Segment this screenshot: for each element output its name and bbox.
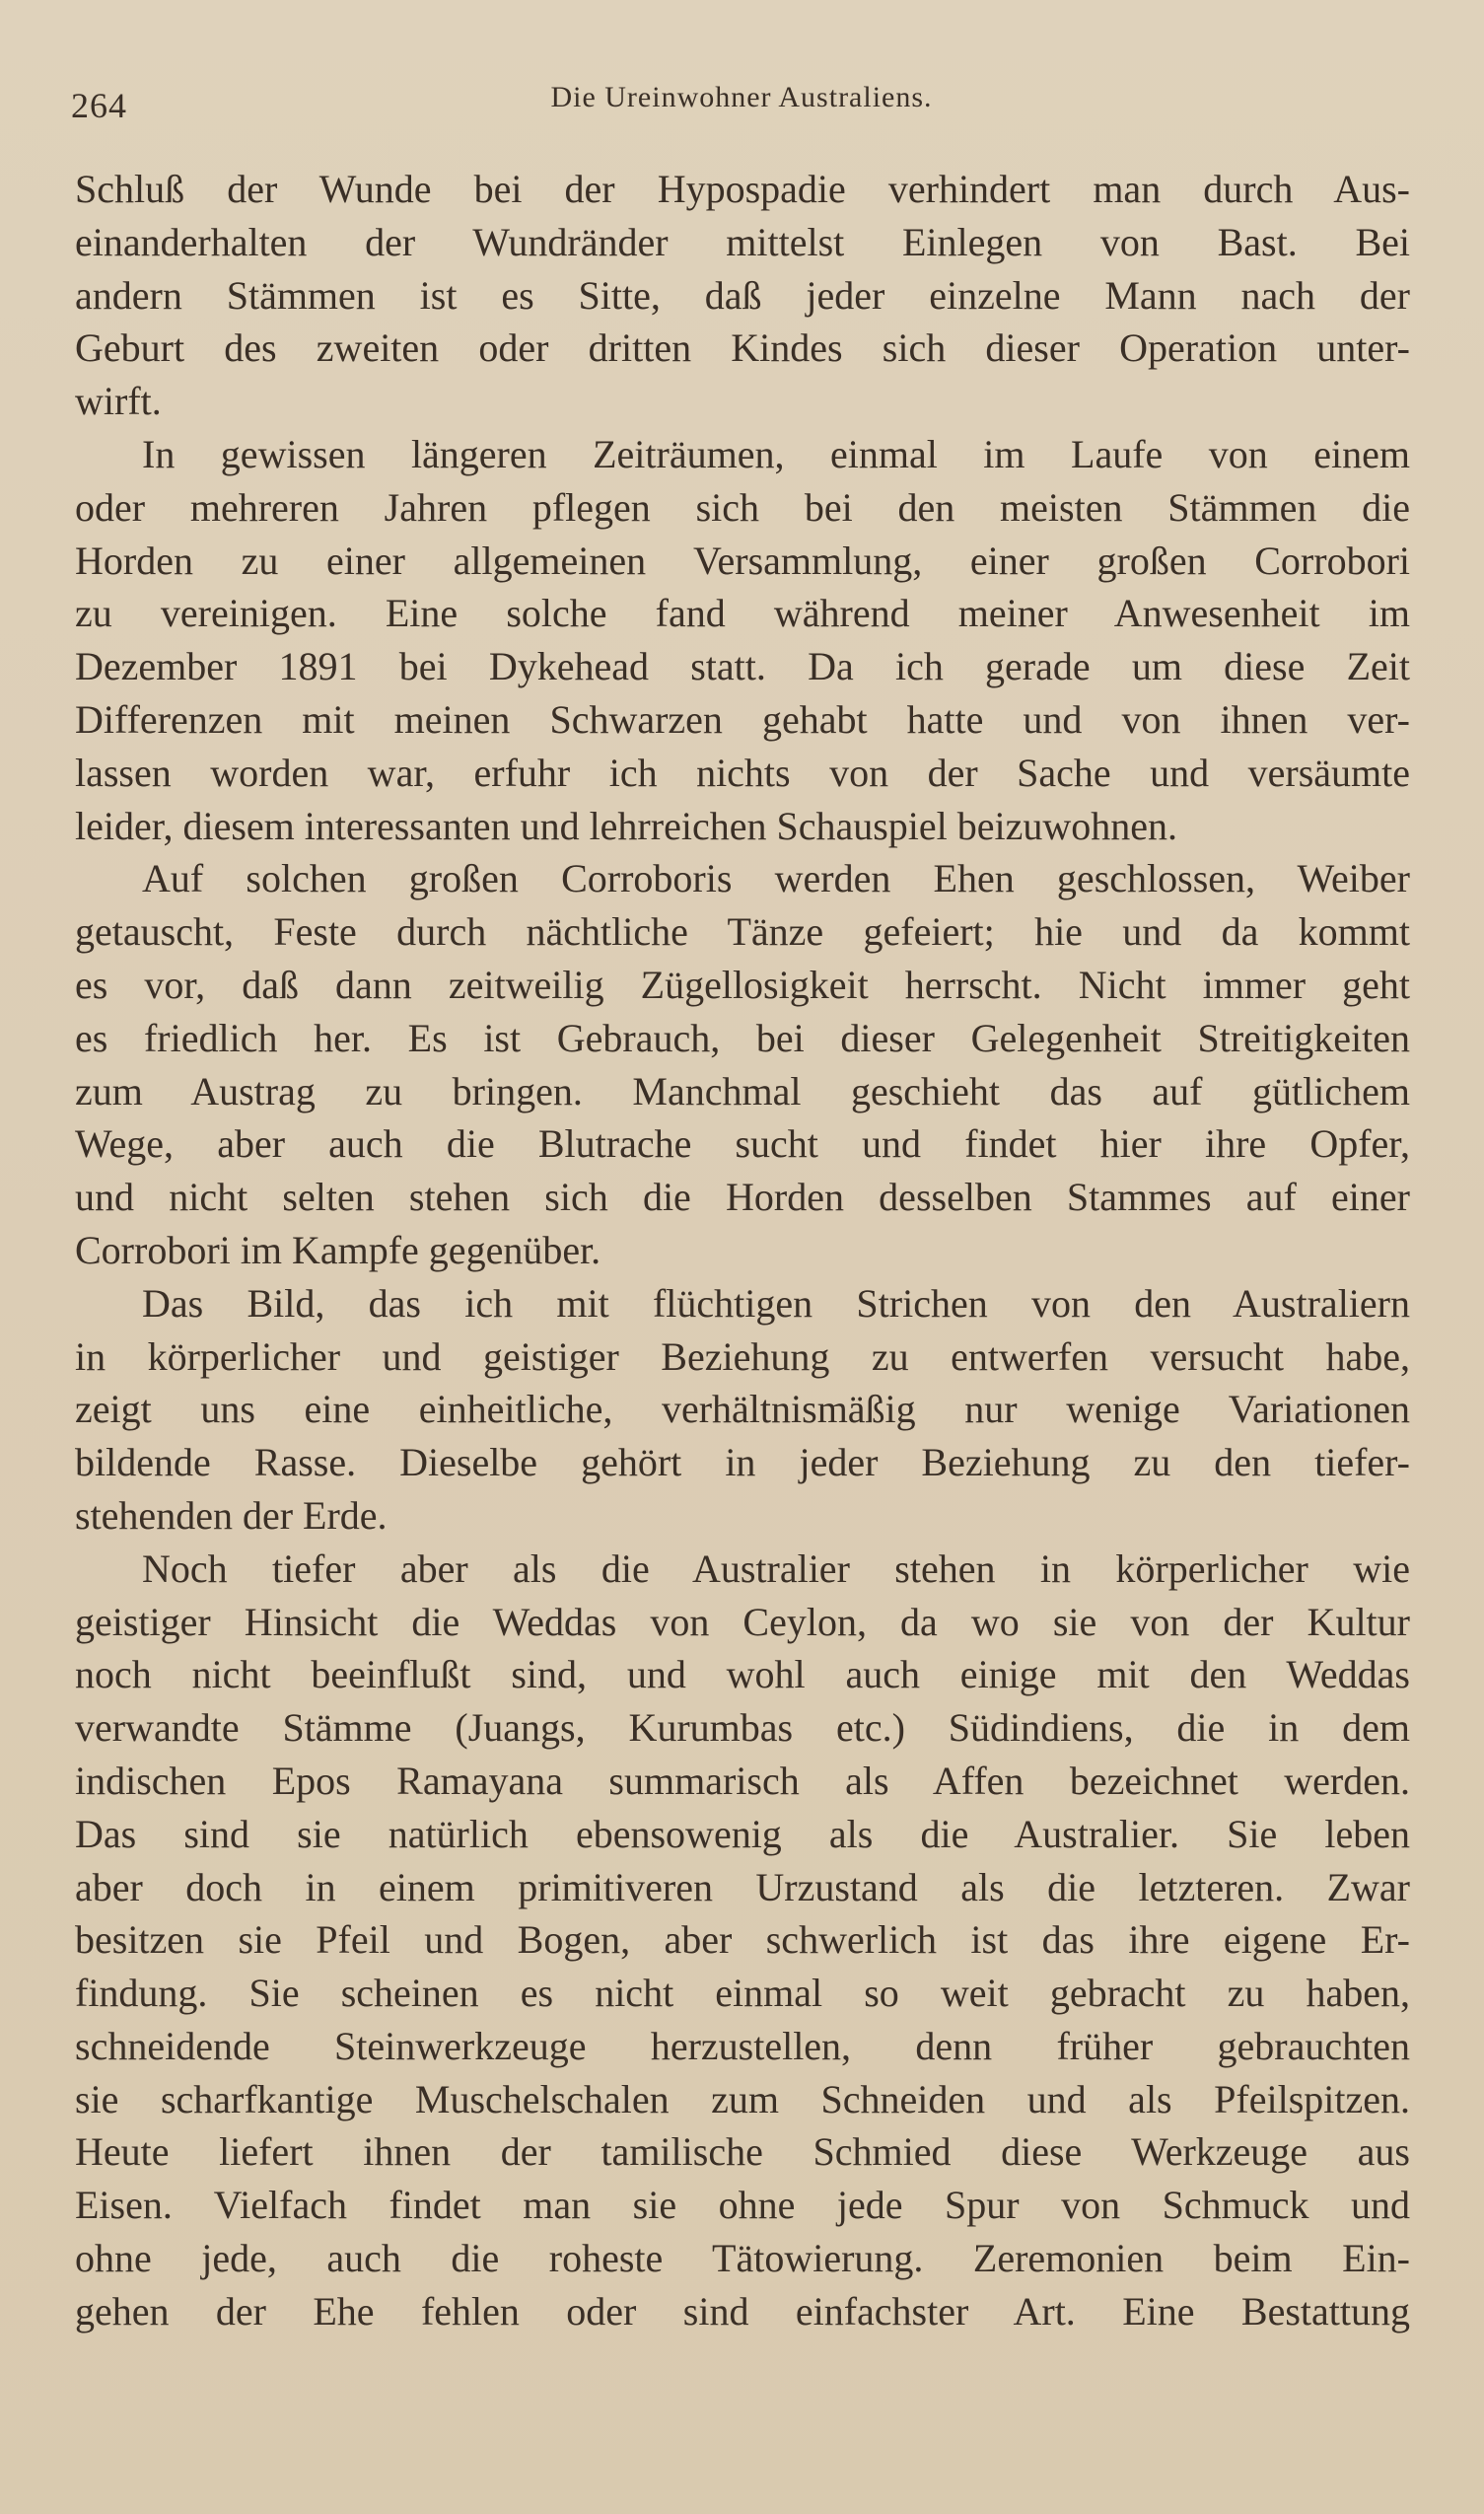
text-line: Noch tiefer aber als die Australier stehen in körperlicher wie	[142, 1545, 1410, 1591]
text-line: Differenzen mit meinen Schwarzen gehabt hatte und von ihnen ver-	[75, 696, 1410, 742]
text-line: Heute liefert ihnen der tamilische Schmied diese Werkzeuge aus	[75, 2129, 1410, 2175]
text-line: Schluß der Wunde bei der Hypospadie verhindert man durch Aus-	[75, 167, 1410, 211]
text-line: Wege, aber auch die Blutrache sucht und findet hier ihre Opfer,	[75, 1121, 1410, 1167]
text-line: Das sind sie natürlich ebensowenig als die Australier. Sie leben	[75, 1811, 1410, 1856]
text-line: oder mehreren Jahren pflegen sich bei den meisten Stämmen die	[75, 484, 1410, 530]
text-line: getauscht, Feste durch nächtliche Tänze gefeiert; hie und da kommt	[75, 909, 1410, 955]
text-line: Eisen. Vielfach findet man sie ohne jede Spur von Schmuck und	[75, 2183, 1410, 2228]
text-line: stehenden der Erde.	[75, 1492, 388, 1538]
page-header	[71, 77, 1412, 126]
text-line: ohne jede, auch die roheste Tätowierung. Zeremonien beim Ein-	[75, 2236, 1410, 2281]
text-line: indischen Epos Ramayana summarisch als Affen bezeichnet werden.	[75, 1758, 1410, 1803]
body-text	[75, 163, 1410, 2338]
text-line: bildende Rasse. Dieselbe gehört in jeder Beziehung zu den tiefer-	[75, 1440, 1410, 1485]
text-line: andern Stämmen ist es Sitte, daß jeder einzelne Mann nach der	[75, 272, 1410, 318]
text-line: gehen der Ehe fehlen oder sind einfachster Art. Eine Bestattung	[75, 2288, 1410, 2334]
text-line: in körperlicher und geistiger Beziehung zu entwerfen versucht habe,	[75, 1333, 1410, 1379]
text-line: findung. Sie scheinen es nicht einmal so weit gebracht zu haben,	[75, 1971, 1410, 2016]
running-title: Die Ureinwohner Australiens.	[550, 81, 933, 113]
text-line: geistiger Hinsicht die Weddas von Ceylon, da wo sie von der Kultur	[75, 1599, 1410, 1644]
text-line: schneidende Steinwerkzeuge herzustellen, denn früher gebrauchten	[75, 2023, 1410, 2068]
text-line: es vor, daß dann zeitweilig Zügellosigkeit herrscht. Nicht immer geht	[75, 962, 1410, 1007]
text-line: zum Austrag zu bringen. Manchmal geschieht das auf gütlichem	[75, 1068, 1410, 1113]
text-line: wirft.	[75, 379, 162, 424]
text-line: Dezember 1891 bei Dykehead statt. Da ich gerade um diese Zeit	[75, 644, 1410, 689]
paragraph	[75, 1277, 1410, 1543]
text-line: verwandte Stämme (Juangs, Kurumbas etc.) Südindiens, die in dem	[75, 1705, 1410, 1751]
text-line: sie scharfkantige Muschelschalen zum Schneiden und als Pfeilspitzen.	[75, 2076, 1410, 2121]
text-line: Corrobori im Kampfe gegenüber.	[75, 1227, 601, 1272]
text-line: Auf solchen großen Corroboris werden Ehen geschlossen, Weiber	[142, 856, 1410, 901]
text-line: und nicht selten stehen sich die Horden desselben Stammes auf einer	[75, 1175, 1410, 1220]
text-line: Geburt des zweiten oder dritten Kindes sich dieser Operation unter-	[75, 325, 1410, 371]
text-line: In gewissen längeren Zeiträumen, einmal im Laufe von einem	[142, 431, 1410, 476]
paragraph	[75, 852, 1410, 1276]
text-line: noch nicht beeinflußt sind, und wohl auch einige mit den Weddas	[75, 1652, 1410, 1697]
text-line: Horden zu einer allgemeinen Versammlung, einer großen Corrobori	[75, 538, 1410, 583]
text-line: zu vereinigen. Eine solche fand während meiner Anwesenheit im	[75, 591, 1410, 636]
text-line: Das Bild, das ich mit flüchtigen Strichen von den Australiern	[142, 1280, 1410, 1326]
paragraph	[75, 163, 1410, 428]
text-line: lassen worden war, erfuhr ich nichts von der Sache und versäumte	[75, 750, 1410, 795]
text-line: zeigt uns eine einheitliche, verhältnismäßig nur wenige Variationen	[75, 1387, 1410, 1432]
text-line: aber doch in einem primitiveren Urzustand als die letzteren. Zwar	[75, 1864, 1410, 1909]
text-line: leider, diesem interessanten und lehrreichen Schauspiel beizuwohnen.	[75, 803, 1178, 848]
paragraph	[75, 1543, 1410, 2338]
page-number: 264	[71, 86, 127, 125]
text-line: besitzen sie Pfeil und Bogen, aber schwerlich ist das ihre eigene Er-	[75, 1917, 1410, 1963]
text-line: einanderhalten der Wundränder mittelst Einlegen von Bast. Bei	[75, 219, 1410, 264]
text-line: es friedlich her. Es ist Gebrauch, bei dieser Gelegenheit Streitigkeiten	[75, 1015, 1410, 1060]
paragraph	[75, 428, 1410, 852]
